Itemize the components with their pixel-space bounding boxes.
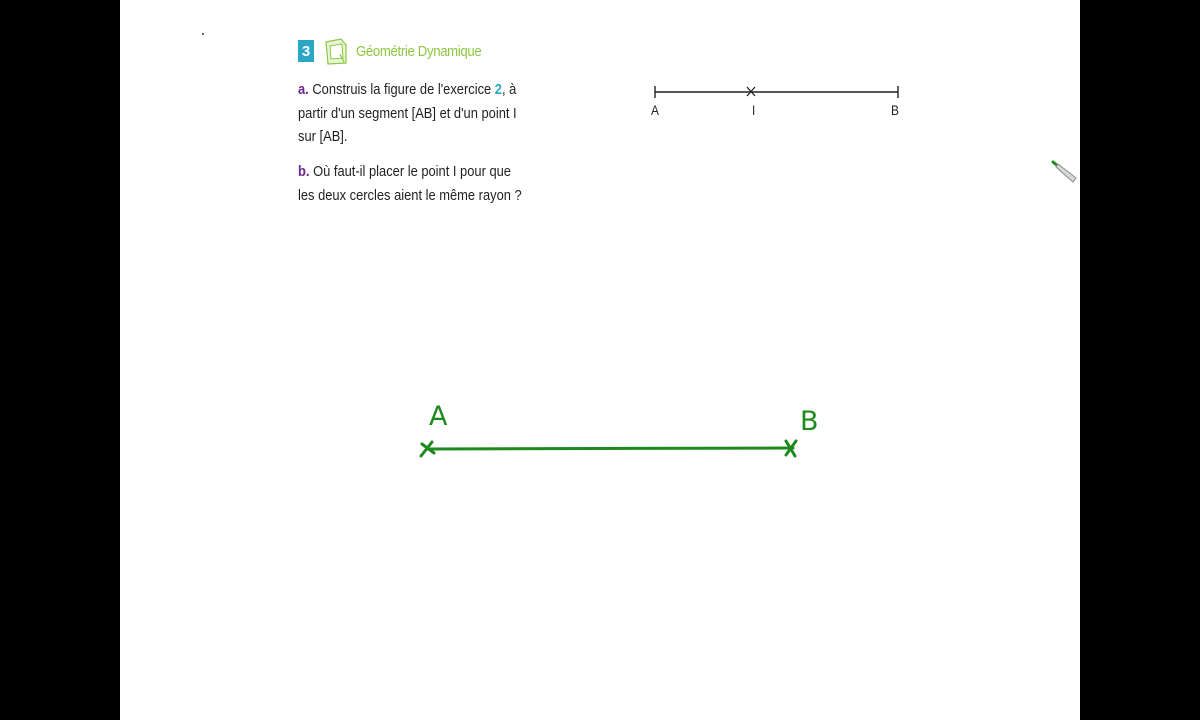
stray-dot: [202, 33, 204, 35]
question-a-letter: a.: [298, 81, 309, 98]
reference-segment-drawing: [640, 72, 920, 132]
reference-segment-figure: [640, 72, 920, 132]
question-a-text-start: Construis la figure de l'exercice: [312, 81, 495, 98]
question-b-letter: b.: [298, 163, 310, 180]
handwritten-segment-line: [427, 448, 793, 449]
question-a-text-end: , à partir d'un segment [AB] et d'un point I sur [AB].: [298, 81, 517, 145]
question-b-text: Où faut-il placer le point I pour que les deux cercles aient le même rayon ?: [298, 163, 522, 204]
exercise-title: Géométrie Dynamique: [356, 42, 482, 60]
handwritten-segment-ab: [400, 395, 830, 475]
exercise-header: [298, 36, 498, 66]
handwritten-label-a: A: [429, 401, 448, 432]
pen-cursor-icon: [1050, 158, 1080, 184]
question-a: [298, 78, 530, 149]
exercise-reference: 2: [494, 81, 502, 98]
handwritten-strokes: [400, 395, 830, 475]
question-b: [298, 160, 530, 207]
reference-label-b: B: [891, 102, 899, 118]
dynamic-geometry-icon: [322, 36, 350, 66]
reference-label-a: A: [651, 102, 659, 118]
exercise-number-badge: 3: [298, 40, 314, 62]
reference-label-i: I: [752, 102, 756, 118]
document-page: [120, 0, 1080, 720]
handwritten-label-b: B: [800, 406, 819, 437]
